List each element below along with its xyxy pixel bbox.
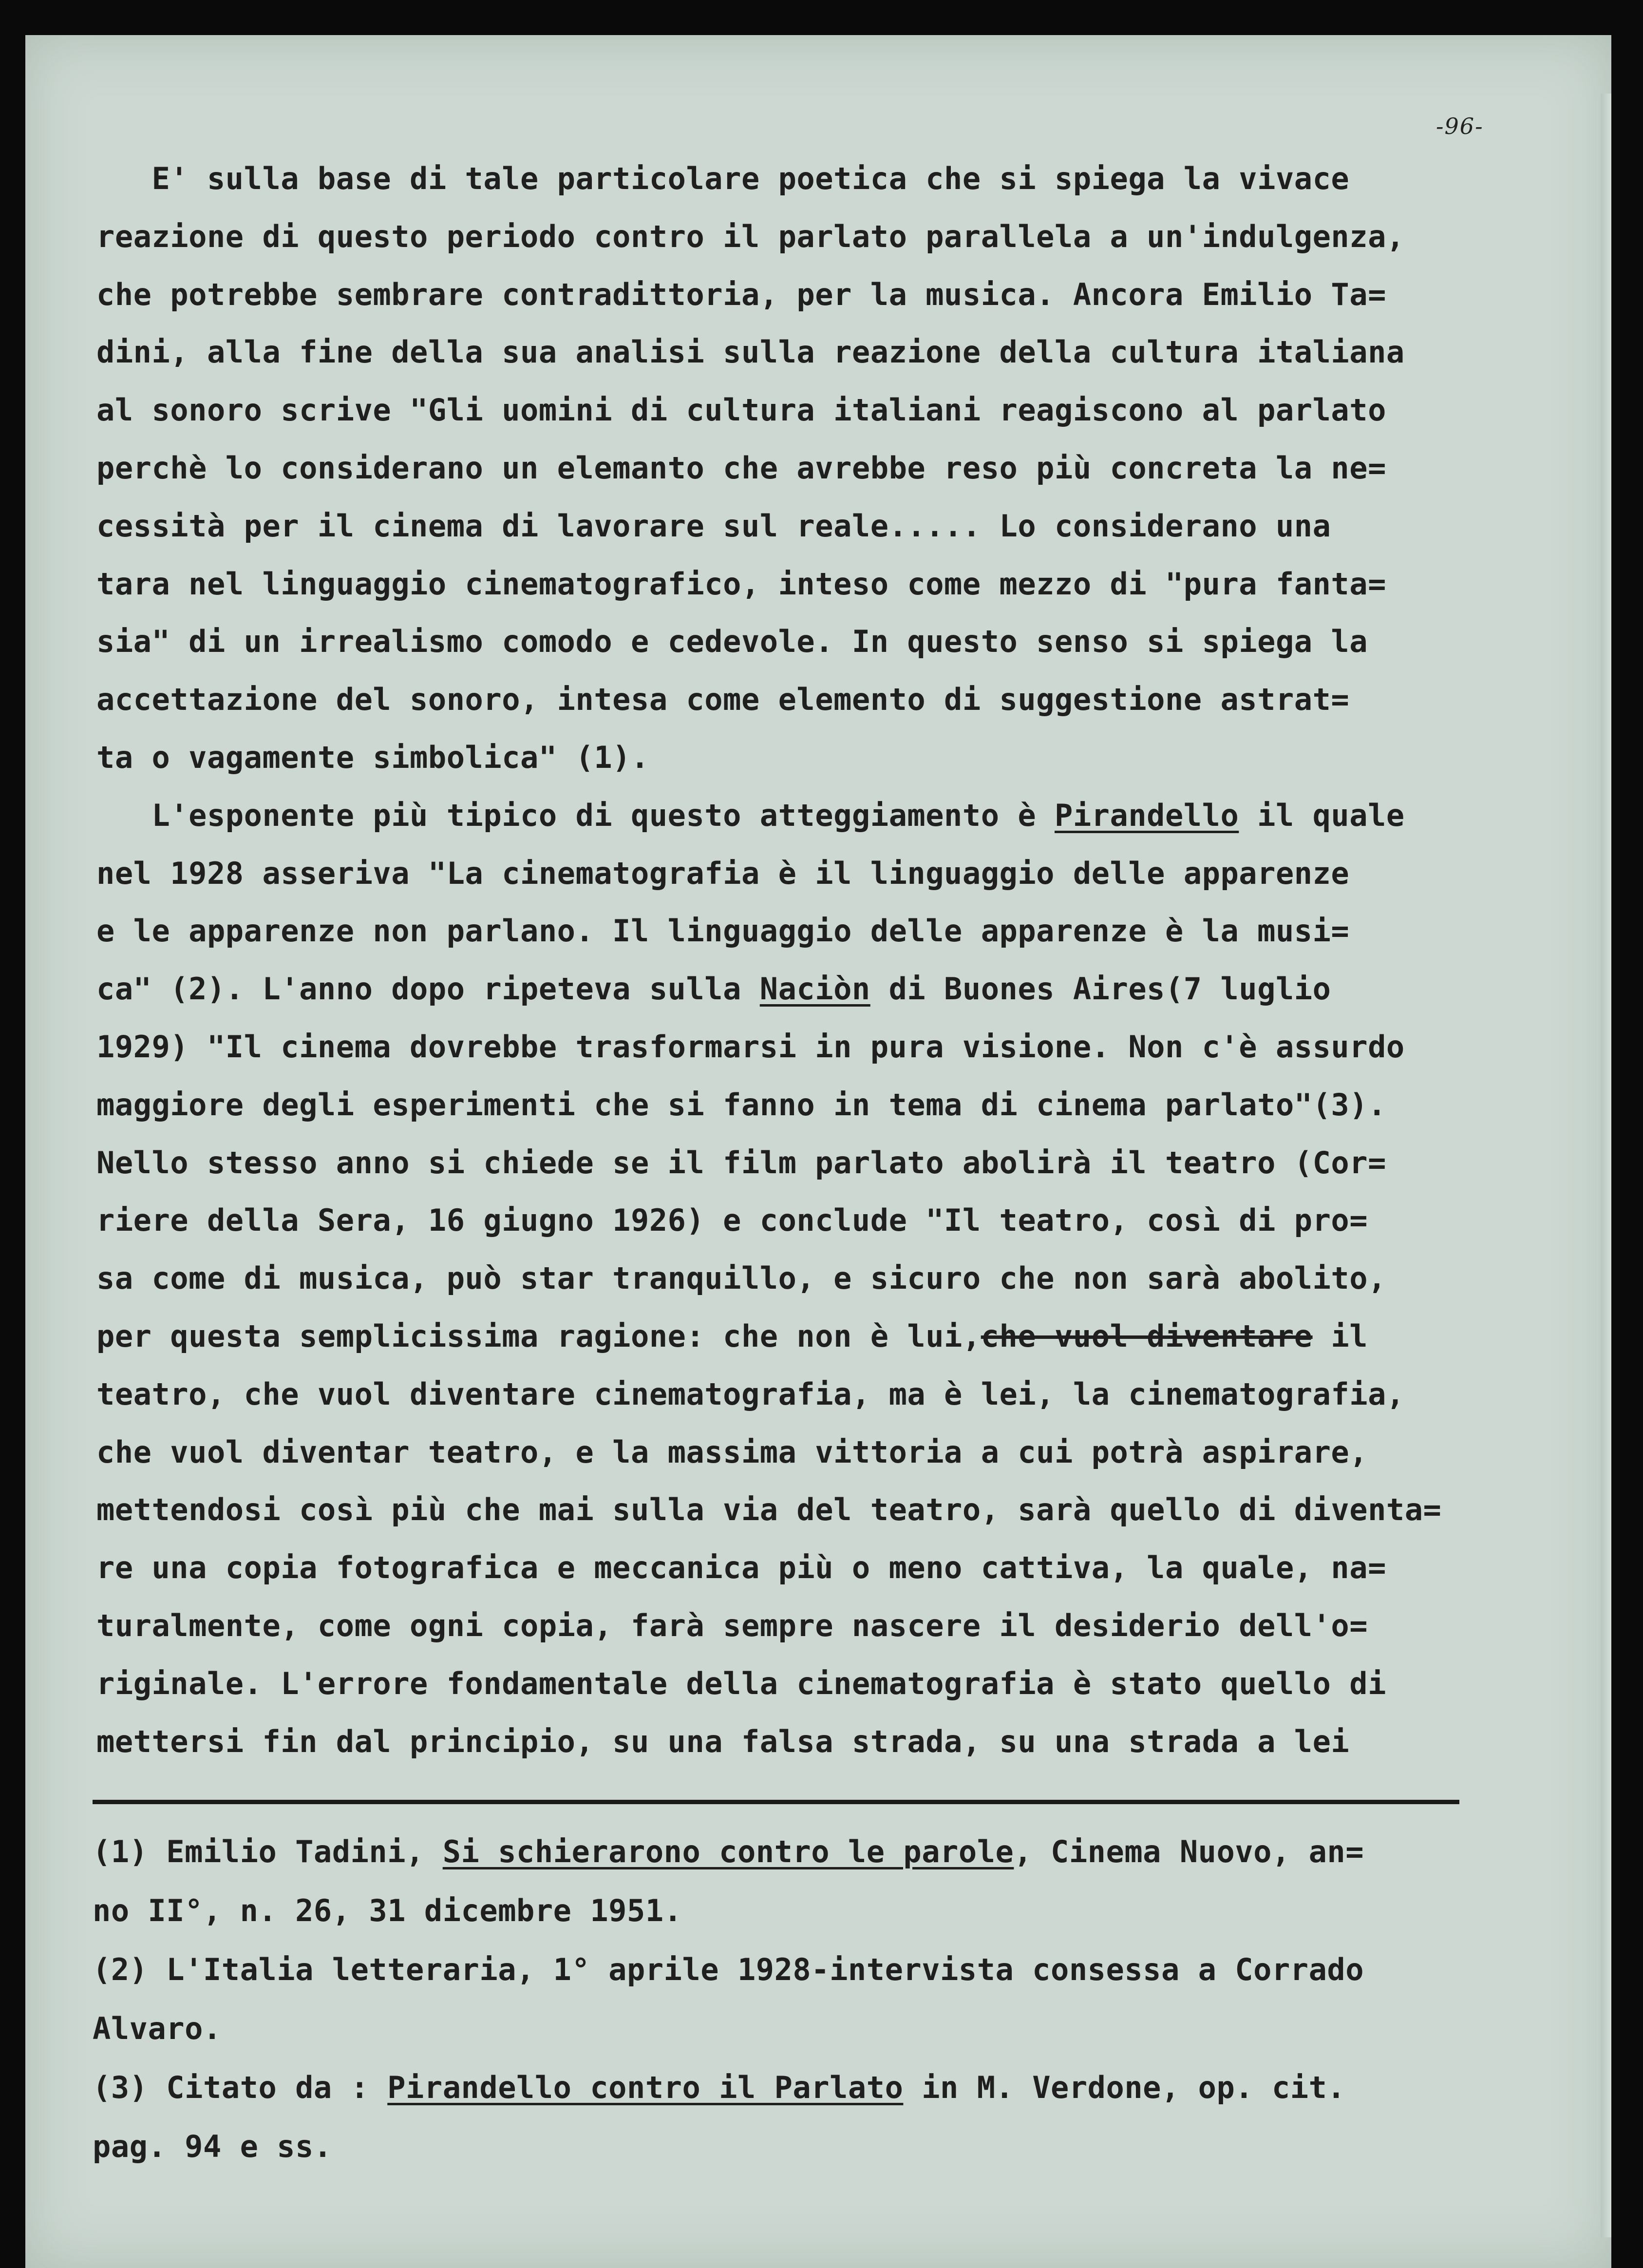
text-segment: per questa semplicissima ragione: che non è lui, <box>96 1318 981 1354</box>
text-line <box>96 1134 1548 1192</box>
underlined-title: Pirandello <box>1055 797 1239 833</box>
struck-text: che vuol diventare <box>981 1318 1313 1354</box>
text-segment: re una copia fotografica e meccanica più o meno cattiva, la quale, na= <box>96 1550 1386 1586</box>
page-number: -96- <box>1436 113 1484 139</box>
text-line <box>96 497 1548 555</box>
text-segment: , Cinema Nuovo, an= <box>1014 1834 1364 1869</box>
text-line <box>96 1655 1548 1713</box>
text-line <box>96 150 1548 208</box>
text-segment: teatro, che vuol diventare cinematografia, ma è lei, la cinematografia, <box>96 1376 1405 1412</box>
text-line <box>96 1018 1548 1076</box>
text-line <box>96 1713 1548 1771</box>
underlined-title: Pirandello contro il Parlato <box>387 2070 904 2105</box>
text-line <box>96 1366 1548 1424</box>
text-segment: riere della Sera, 16 giugno 1926) e conclude "Il teatro, così di pro= <box>96 1202 1368 1239</box>
text-segment: accettazione del sonoro, intesa come elemento di suggestione astrat= <box>96 682 1350 718</box>
text-line <box>96 381 1548 439</box>
text-line <box>96 787 1548 845</box>
text-segment: (1) Emilio Tadini, <box>93 1834 443 1869</box>
page-edge <box>1601 94 1611 2237</box>
footnote-line <box>93 1822 1544 1881</box>
text-line <box>96 960 1548 1018</box>
text-segment: (2) L'Italia letteraria, 1° aprile 1928-intervista consessa a Corrado <box>93 1952 1364 1987</box>
text-line <box>96 671 1548 729</box>
text-segment: dini, alla fine della sua analisi sulla reazione della cultura italiana <box>96 334 1405 370</box>
text-segment: riginale. L'errore fondamentale della cinematografia è stato quello di <box>96 1665 1386 1701</box>
text-segment: tara nel linguaggio cinematografico, inteso come mezzo di "pura fanta= <box>96 566 1386 602</box>
text-segment: E' sulla base di tale particolare poetica che si spiega la vivace <box>96 161 1350 196</box>
text-segment: e le apparenze non parlano. Il linguaggio delle apparenze è la musi= <box>96 913 1350 949</box>
text-segment: no II°, n. 26, 31 dicembre 1951. <box>93 1893 682 1928</box>
underlined-title: Naciòn <box>759 971 870 1007</box>
text-segment: al sonoro scrive "Gli uomini di cultura italiani reagiscono al parlato <box>96 392 1386 428</box>
text-segment: maggiore degli esperimenti che si fanno in tema di cinema parlato"(3). <box>96 1086 1386 1123</box>
text-segment: Alvaro. <box>93 2011 222 2046</box>
footnote-divider <box>93 1800 1459 1804</box>
text-segment: mettendosi così più che mai sulla via del teatro, sarà quello di diventa= <box>96 1492 1442 1528</box>
footnote-line <box>93 1999 1544 2058</box>
text-line <box>96 729 1548 787</box>
text-segment: ta o vagamente simbolica" (1). <box>96 739 649 775</box>
text-segment: mettersi fin dal principio, su una falsa strada, su una strada a lei <box>96 1723 1350 1759</box>
text-line <box>96 1481 1548 1539</box>
footnote-line <box>93 1881 1544 1940</box>
text-segment: reazione di questo periodo contro il parlato parallela a un'indulgenza, <box>96 218 1405 254</box>
text-line <box>96 555 1548 613</box>
body-text <box>96 150 1548 1771</box>
text-segment: di Buones Aires(7 luglio <box>870 971 1331 1007</box>
text-line <box>96 1424 1548 1482</box>
footnote-line <box>93 2117 1544 2176</box>
text-segment: perchè lo considerano un elemanto che avrebbe reso più concreta la ne= <box>96 450 1386 486</box>
text-line <box>96 613 1548 671</box>
text-segment: Nello stesso anno si chiede se il film parlato abolirà il teatro (Cor= <box>96 1144 1386 1181</box>
text-segment: ca" (2). L'anno dopo ripeteva sulla <box>96 971 760 1007</box>
text-line <box>96 439 1548 497</box>
text-line <box>96 1597 1548 1655</box>
text-segment: sa come di musica, può star tranquillo, e sicuro che non sarà abolito, <box>96 1260 1386 1296</box>
text-segment: pag. 94 e ss. <box>93 2129 332 2164</box>
text-segment: turalmente, come ogni copia, farà sempre nascere il desiderio dell'o= <box>96 1607 1368 1643</box>
text-line <box>96 208 1548 266</box>
text-segment: 1929) "Il cinema dovrebbe trasformarsi in pura visione. Non c'è assurdo <box>96 1029 1405 1065</box>
footnote-line <box>93 2058 1544 2117</box>
text-segment: il quale <box>1239 797 1405 833</box>
text-segment: nel 1928 asseriva "La cinematografia è il linguaggio delle apparenze <box>96 855 1350 891</box>
text-line <box>96 1250 1548 1308</box>
text-segment: sia" di un irrealismo comodo e cedevole. In questo senso si spiega la <box>96 624 1368 660</box>
underlined-title: Si schierarono contro le parole <box>442 1834 1014 1869</box>
text-line <box>96 902 1548 960</box>
text-line <box>96 1308 1548 1366</box>
text-line <box>96 1539 1548 1597</box>
text-segment: il <box>1312 1318 1368 1354</box>
footnote-line <box>93 1940 1544 1999</box>
text-line <box>96 1192 1548 1250</box>
text-segment: in M. Verdone, op. cit. <box>903 2070 1346 2105</box>
text-segment: cessità per il cinema di lavorare sul reale..... Lo considerano una <box>96 508 1331 544</box>
text-line <box>96 845 1548 903</box>
text-line <box>96 1076 1548 1134</box>
text-segment: che vuol diventar teatro, e la massima vittoria a cui potrà aspirare, <box>96 1434 1368 1470</box>
text-segment: che potrebbe sembrare contradittoria, per la musica. Ancora Emilio Ta= <box>96 276 1386 312</box>
text-line <box>96 266 1548 324</box>
footnotes <box>93 1822 1544 2176</box>
text-segment: L'esponente più tipico di questo atteggiamento è <box>96 797 1055 833</box>
text-segment: (3) Citato da : <box>93 2070 388 2105</box>
text-line <box>96 324 1548 381</box>
